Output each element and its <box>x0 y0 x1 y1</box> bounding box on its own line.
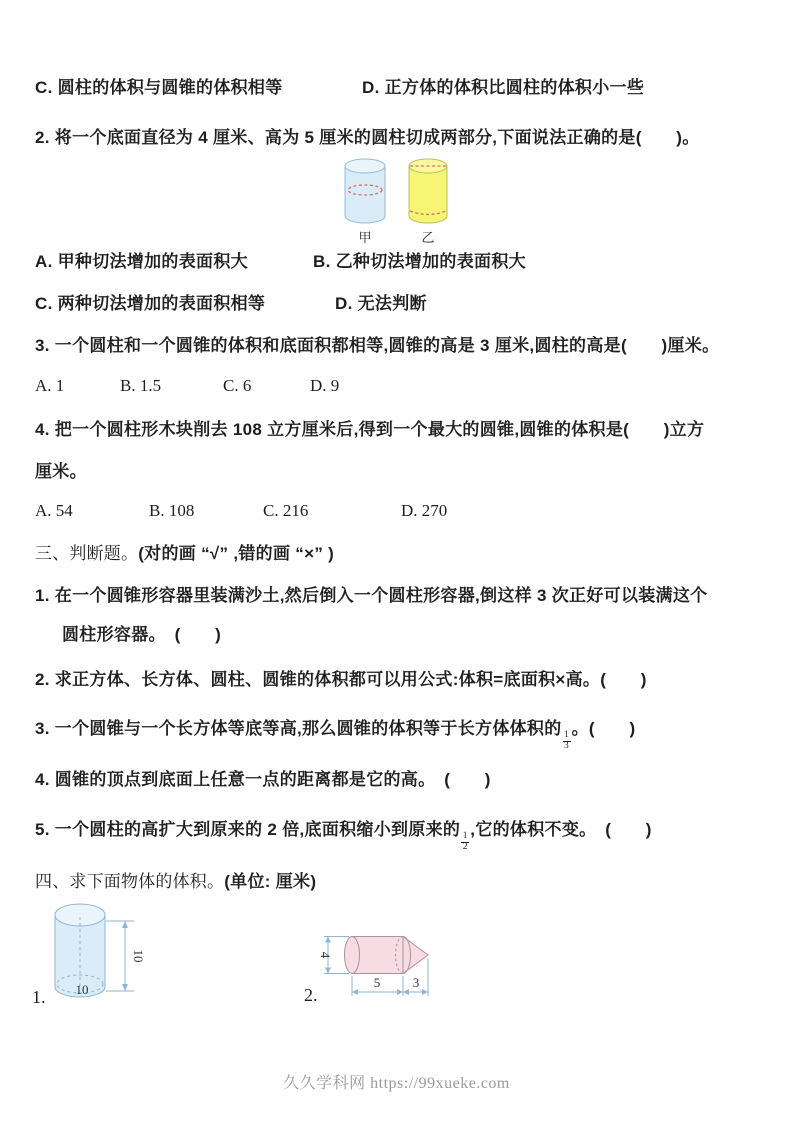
prev-option-d: D. 正方体的体积比圆柱的体积小一些 <box>362 78 645 97</box>
pencil-left-cap <box>345 937 360 974</box>
judge-item-5-pre: 5. 一个圆柱的高扩大到原来的 2 倍,底面积缩小到原来的 <box>35 820 461 839</box>
q4-option-b: B. 108 <box>149 501 195 520</box>
diameter-value: 10 <box>75 982 89 997</box>
cut-cylinders-figure <box>340 158 460 246</box>
volume-figure-1-cylinder <box>30 897 200 1012</box>
judge-item-3-pre: 3. 一个圆锥与一个长方体等底等高,那么圆锥的体积等于长方体体积的 <box>35 719 562 738</box>
question-4-line2: 厘米。 <box>35 462 87 481</box>
judge-item-3 <box>35 717 635 752</box>
judge-item-1-line1: 1. 在一个圆锥形容器里装满沙土,然后倒入一个圆柱形容器,倒这样 3 次正好可以装满这个 <box>35 586 708 605</box>
q2-option-a: A. 甲种切法增加的表面积大 <box>35 252 248 271</box>
arrow-up <box>122 921 128 928</box>
question-3-text: 3. 一个圆柱和一个圆锥的体积和底面积都相等,圆锥的高是 3 厘米,圆柱的高是( )厘米。 <box>35 336 720 355</box>
fraction-denominator: 2 <box>462 841 468 852</box>
judge-heading-rest: (对的画 “√” ,错的画 “×” ) <box>138 544 335 563</box>
judge-item-4: 4. 圆锥的顶点到底面上任意一点的距离都是它的高。 ( ) <box>35 770 491 789</box>
judge-item-5 <box>35 818 652 853</box>
q4-option-a: A. 54 <box>35 501 73 520</box>
q3-option-d: D. 9 <box>310 376 340 395</box>
prev-option-c: C. 圆柱的体积与圆锥的体积相等 <box>35 78 283 97</box>
judge-item-3-post: 。( ) <box>571 719 636 738</box>
arrow-left <box>352 989 358 995</box>
footer-watermark: 久久学科网 https://99xueke.com <box>283 1075 510 1092</box>
arrow-up <box>325 937 331 943</box>
question-2-text: 2. 将一个底面直径为 4 厘米、高为 5 厘米的圆柱切成两部分,下面说法正确的是( )。 <box>35 128 700 147</box>
judge-item-1-line2: 圆柱形容器。 ( ) <box>62 625 222 644</box>
label-yi: 乙 <box>421 230 435 245</box>
figure-1-label: 1. <box>32 987 46 1007</box>
cylinder-jia-top <box>345 159 385 173</box>
body-length-value: 5 <box>373 975 381 990</box>
arrow-down <box>325 968 331 974</box>
question-4-line1: 4. 把一个圆柱形木块削去 108 立方厘米后,得到一个最大的圆锥,圆锥的体积是( )立方 <box>35 420 705 439</box>
fraction-numerator: 1 <box>564 730 570 740</box>
volume-heading-number: 四、求下面物体的体积。 <box>35 872 225 891</box>
q2-option-d: D. 无法判断 <box>335 294 427 313</box>
q3-option-b: B. 1.5 <box>120 376 162 395</box>
fraction-denominator: 3 <box>564 740 570 751</box>
judge-item-2: 2. 求正方体、长方体、圆柱、圆锥的体积都可以用公式:体积=底面积×高。( ) <box>35 670 647 689</box>
figure-2-label: 2. <box>304 985 318 1005</box>
volume-section-heading <box>35 870 316 894</box>
pencil-height-value: 4 <box>318 951 333 959</box>
dimension-extension-lines <box>106 921 134 991</box>
arrow-left <box>403 989 409 995</box>
volume-figure-2-pencil <box>300 915 470 1010</box>
label-jia: 甲 <box>358 230 372 245</box>
cylinder-top <box>55 904 105 926</box>
q3-option-c: C. 6 <box>223 376 252 395</box>
judge-heading-number: 三、判断题。 <box>35 544 139 563</box>
q2-option-b: B. 乙种切法增加的表面积大 <box>313 252 526 271</box>
pencil-cone <box>403 937 428 974</box>
fraction-numerator: 1 <box>462 831 468 841</box>
q4-option-c: C. 216 <box>263 501 309 520</box>
judge-section-heading <box>35 542 334 566</box>
q2-option-c: C. 两种切法增加的表面积相等 <box>35 294 266 313</box>
q4-option-d: D. 270 <box>401 501 448 520</box>
q3-option-a: A. 1 <box>35 376 65 395</box>
judge-item-5-post: ,它的体积不变。 ( ) <box>470 820 652 839</box>
cone-length-value: 3 <box>412 975 420 990</box>
height-value: 10 <box>131 949 146 963</box>
arrow-right <box>422 989 428 995</box>
arrow-right <box>397 989 403 995</box>
fraction-one-third <box>563 731 571 752</box>
arrow-down <box>122 984 128 991</box>
fraction-one-half <box>461 832 469 853</box>
volume-heading-rest: (单位: 厘米) <box>224 872 317 891</box>
